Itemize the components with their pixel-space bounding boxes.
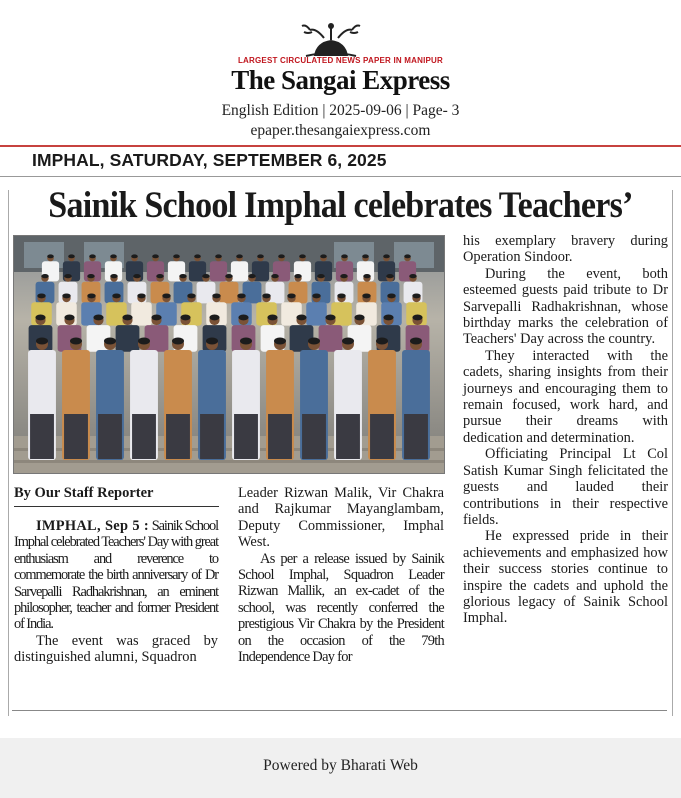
person-hair [215, 254, 222, 258]
person-hair [173, 254, 180, 258]
person-hair [317, 274, 324, 278]
person-legs [200, 414, 224, 459]
person-legs [64, 414, 88, 459]
person-hair [194, 254, 201, 258]
person-hair [274, 338, 286, 345]
person-hair [138, 338, 150, 345]
person-body [319, 325, 343, 352]
person-hair [383, 254, 390, 258]
page-bottom-rule [12, 710, 667, 711]
person-hair [68, 254, 75, 258]
person-hair [62, 293, 70, 298]
column-border-right [672, 190, 673, 716]
person-hair [337, 293, 345, 298]
person-hair [133, 274, 140, 278]
person-hair [180, 314, 190, 320]
person-hair [179, 274, 186, 278]
edition-info: English Edition | 2025-09-06 | Page- 3 [221, 102, 460, 119]
person-hair [248, 274, 255, 278]
group-photo [13, 235, 445, 474]
person-hair [104, 338, 116, 345]
person-hair [151, 314, 161, 320]
person-hair [64, 314, 74, 320]
person-hair [354, 314, 364, 320]
person-hair [202, 274, 209, 278]
person-body [210, 261, 227, 281]
person-hair [409, 274, 416, 278]
person-hair [271, 274, 278, 278]
divider [0, 176, 681, 177]
person-legs [268, 414, 292, 459]
person-hair [341, 254, 348, 258]
divider-red [0, 145, 681, 147]
person-hair [64, 274, 71, 278]
person-hair [70, 338, 82, 345]
person-hair [325, 314, 335, 320]
person-hair [404, 254, 411, 258]
article-paragraph: He expressed pride in their achievements and emphasized how their success stories continue to inspire the cadets and uphold the glorious legacy of Sainik School Imphal. [463, 528, 668, 627]
person-hair [340, 274, 347, 278]
person-hair [110, 274, 117, 278]
person-hair [122, 314, 132, 320]
person-hair [410, 338, 422, 345]
person-hair [362, 293, 370, 298]
person-body [197, 282, 216, 304]
person-hair [187, 293, 195, 298]
person-hair [93, 314, 103, 320]
article-paragraph: his exemplary bravery during Operation Sindoor. [463, 233, 668, 266]
person-hair [262, 293, 270, 298]
person-hair [156, 274, 163, 278]
article-paragraph: During the event, both esteemed guests paid tribute to Dr Sarvepalli Radhakrishnan, whose birthday marks the celebration of Teachers' Day across the country. [463, 265, 668, 348]
person-hair [225, 274, 232, 278]
person-hair [172, 338, 184, 345]
person-hair [209, 314, 219, 320]
article-paragraph: Officiating Principal Lt Col Satish Kumar Singh felicitated the guests and lauded their contributions in their respective fields. [463, 446, 668, 528]
person-hair [206, 338, 218, 345]
person-legs [30, 414, 54, 459]
masthead [0, 0, 681, 139]
article-paragraph: Leader Rizwan Malik, Vir Chakra and Rajkumar Mayanglambam, Deputy Commissioner, Imphal West. [238, 485, 444, 551]
article-column-3 [463, 233, 668, 627]
person-hair [363, 274, 370, 278]
person-hair [299, 254, 306, 258]
person-hair [308, 338, 320, 345]
article-paragraph: The event was graced by distinguished alumni, Squadron [14, 632, 218, 666]
person-hair [294, 274, 301, 278]
person-hair [412, 314, 422, 320]
person-hair [267, 314, 277, 320]
powered-by-link[interactable]: Powered by Bharati Web [263, 757, 418, 774]
person-body [243, 282, 262, 304]
person-hair [386, 274, 393, 278]
person-hair [287, 293, 295, 298]
person-hair [257, 254, 264, 258]
person-hair [362, 254, 369, 258]
person-hair [312, 293, 320, 298]
person-hair [412, 293, 420, 298]
person-hair [36, 338, 48, 345]
person-body [231, 261, 248, 281]
person-hair [137, 293, 145, 298]
person-hair [152, 254, 159, 258]
person-body [131, 302, 152, 325]
byline: By Our Staff Reporter [14, 485, 154, 501]
person-hair [110, 254, 117, 258]
person-hair [41, 274, 48, 278]
article-column-1 [14, 518, 218, 666]
person-legs [132, 414, 156, 459]
sangai-deer-emblem-icon [286, 20, 376, 60]
person-hair [87, 293, 95, 298]
person-hair [238, 314, 248, 320]
person-hair [236, 254, 243, 258]
column-border-left [8, 190, 9, 716]
article-dateline: IMPHAL, Sep 5 : [36, 518, 150, 534]
byline-underline [14, 506, 219, 507]
person-hair [131, 254, 138, 258]
person-legs [370, 414, 394, 459]
person-hair [35, 314, 45, 320]
dateline: IMPHAL, SATURDAY, SEPTEMBER 6, 2025 [32, 150, 387, 170]
person-hair [342, 338, 354, 345]
person-hair [376, 338, 388, 345]
person-hair [162, 293, 170, 298]
newspaper-logo: The Sangai Express [231, 65, 450, 95]
article-column-2 [238, 485, 444, 665]
person-hair [278, 254, 285, 258]
person-hair [296, 314, 306, 320]
person-legs [302, 414, 326, 459]
article-paragraph: As per a release issued by Sainik School Imphal, Squadron Leader Rizwan Mallik, an ex-cadet of the school, was recently conferred the prestigious Vir Chakra by the President on the occasion of the 79th Independence Day for [238, 550, 444, 666]
article-paragraph: They interacted with the cadets, sharing insights from their journeys and encouraging them to remain focused, work hard, and pursue their dreams with dedication and determination. [463, 347, 668, 446]
person-legs [98, 414, 122, 459]
person-body [116, 325, 140, 352]
person-hair [37, 293, 45, 298]
epaper-link[interactable]: epaper.thesangaiexpress.com [250, 122, 431, 139]
person-hair [383, 314, 393, 320]
footer [0, 738, 681, 798]
person-hair [89, 254, 96, 258]
group-photo-image [14, 236, 444, 473]
person-body [306, 302, 327, 325]
person-hair [87, 274, 94, 278]
person-hair [237, 293, 245, 298]
person-hair [240, 338, 252, 345]
person-legs [336, 414, 360, 459]
article-paragraph: Sainik School Imphal celebrated Teachers' Day with great enthusiasm and reverence to commemorate the birth anniversary of Dr Sarvepalli Radhakrishnan, an eminent philosopher, teacher and former President of India. [14, 518, 218, 633]
person-hair [212, 293, 220, 298]
person-hair [320, 254, 327, 258]
person-legs [404, 414, 428, 459]
person-hair [387, 293, 395, 298]
article-headline: Sainik School Imphal celebrates Teachers’ [48, 185, 633, 226]
masthead-tagline: LARGEST CIRCULATED NEWS PAPER IN MANIPUR [237, 56, 444, 65]
person-body [220, 282, 239, 304]
person-legs [234, 414, 258, 459]
person-legs [166, 414, 190, 459]
person-hair [47, 254, 54, 258]
person-hair [112, 293, 120, 298]
